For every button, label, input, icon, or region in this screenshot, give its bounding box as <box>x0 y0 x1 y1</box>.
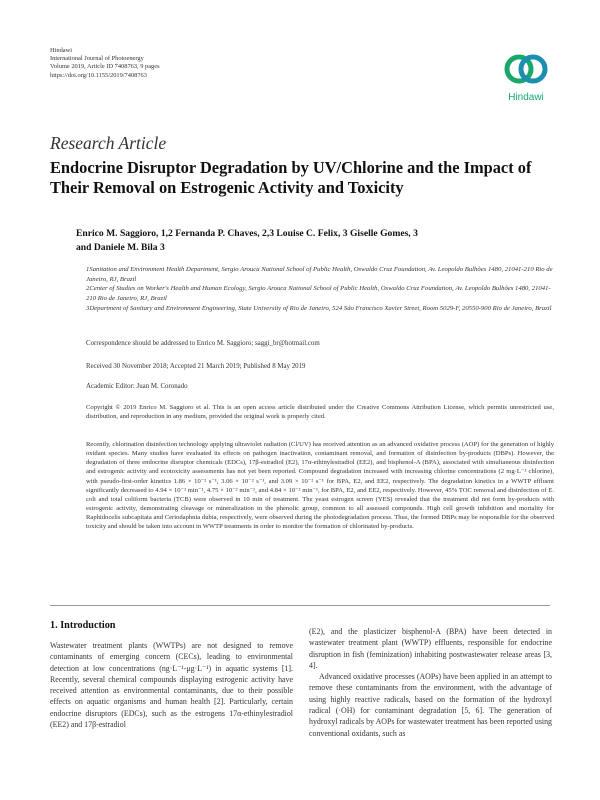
intro-paragraph-2: Advanced oxidative processes (AOPs) have been applied in an attempt to remove these contaminants from the environment, with the advantage of using highly reactive radicals, based on the formation of the hydroxyl radical (·OH) for contaminant degradation [5, 6]. The generation of hydroxyl radicals by AOPs for wastewater treatment has been reported using conventional oxidants, such as <box>309 672 552 738</box>
body-column-left <box>50 640 293 730</box>
doi-link[interactable]: https://doi.org/10.1155/2019/7408763 <box>50 71 147 79</box>
journal-header <box>50 47 160 80</box>
affiliation-3: 3Department of Sanitary and Environment Engineering, State University of Rio de Janeiro, 524 São Francisco Xavier Street, Room 5029-F, 20550-900 Rio de Janeiro, Brazil <box>86 304 552 312</box>
article-type: Research Article <box>50 133 167 153</box>
authors-line-2: and Daniele M. Bila 3 <box>76 242 165 253</box>
authors-line-1 <box>76 227 546 241</box>
section-heading: 1. Introduction <box>50 620 116 631</box>
authors-text-1: Enrico M. Saggioro, 1,2 Fernanda P. Chaves, 2,3 Louise C. Felix, 3 Giselle Gomes, 3 <box>76 228 418 239</box>
correspondence: Correspondence should be addressed to Enrico M. Saggioro; saggi_br@hotmail.com <box>86 340 320 347</box>
article-title: Endocrine Disruptor Degradation by UV/Chlorine and the Impact of Their Removal on Estrogenic Activity and Toxicity <box>50 158 532 197</box>
abstract: Recently, chlorination disinfection technology applying ultraviolet radiation (Cl/UV) has received attention as an advanced oxidative process (AOP) for the generation of highly oxidant species. Many studies have evaluated its effects on pathogen inactivation, contaminant removal, and formation of disinfection by-products (DBPs). However, the degradation of three endocrine disruptor chemicals (EDCs), 17β-estradiol (E2), 17α-ethinylestradiol (EE2), and bisphenol-A (BPA), associated with simultaneous disinfection and estrogenic activity and ecotoxicity assessments has not yet been reported. Compound degradation increased with increasing chlorine concentrations (2 mg·L⁻¹ chlorine), with pseudo-first-order kinetics 1.86 × 10⁻² s⁻¹, 3.06 × 10⁻² s⁻¹, and 3.09 × 10⁻² s⁻¹ for BPA, E2, and EE2, respectively. The degradation kinetics in a WWTP effluent significantly decreased to 4.94 × 10⁻² min⁻¹, 4.75 × 10⁻² min⁻¹, and 4.84 × 10⁻² min⁻¹, for BPA, E2, and EE2, respectively. However, 45% TOC removal and disinfection of E. coli and total coliform bacteria (TCB) were observed in 10 min of treatment. The yeast estrogen screen (YES) revealed that the treatment did not form by-products with estrogenic activity, demonstrating cleavage or mineralization in the phenolic group, common to all assessed compounds. High cell growth inhibition and mortality for Raphidocelis subcapitata and Ceriodaphnia dubia, respectively, were observed during the photodegradation process. Thus, the formed DBPs may be responsible for the observed toxicity and should be taken into account in WWTP treatments in order to monitor the formation of chlorinated by-products. <box>86 441 554 531</box>
dates: Received 30 November 2018; Accepted 21 March 2019; Published 8 May 2019 <box>86 363 306 370</box>
affiliation-2: 2Center of Studies on Worker's Health and Human Ecology, Sergio Arouca National School of Public Health, Oswaldo Cruz Foundation, Av. Leopoldo Bulhões 1480, 21041-210 Rio de Janeiro, RJ, Brazil <box>86 285 551 303</box>
intro-paragraph-1: Wastewater treatment plants (WWTPs) are not designed to remove contaminants of emerging concern (CECs), leading to environmental detection at low concentrations (ng·L⁻¹-μg·L⁻¹) in aquatic systems [1]. Recently, several chemical compounds displaying estrogenic activity have received attention as environmental contaminants, due to their possible effects on aquatic organisms and human health [2]. Particularly, certain endocrine disruptors (EDCs), such as the estrogens 17α-ethinylestradiol (EE2) and 17β-estradiol <box>50 641 293 730</box>
copyright-notice: Copyright © 2019 Enrico M. Saggioro et al. This is an open access article distributed under the Creative Commons Attribution License, which permits unrestricted use, distribution, and reproduction in any medium, provided the original work is properly cited. <box>86 404 554 421</box>
logo-wordmark: Hindawi <box>508 92 544 103</box>
academic-editor: Academic Editor: Juan M. Coronado <box>86 383 188 390</box>
affiliations <box>86 265 556 314</box>
volume-info: Volume 2019, Article ID 7408763, 9 pages <box>50 63 160 71</box>
affiliation-1: 1Sanitation and Environment Health Department, Sergio Arouca National School of Public Health, Oswaldo Cruz Foundation, Av. Leopoldo Bulhões 1480, 21041-210 Rio de Janeiro, RJ, Brazil <box>86 266 553 283</box>
section-divider <box>50 605 550 606</box>
intro-paragraph-1-cont: (E2), and the plasticizer bisphenol-A (BPA) have been detected in wastewater treatment plant (WWTP) effluents, responsible for endocrine disruption in fish (feminization) inhabiting postwastewater release areas [3, 4]. <box>309 627 552 670</box>
body-column-right <box>309 626 552 739</box>
author-list <box>76 227 546 255</box>
publisher-name: Hindawi <box>50 47 73 54</box>
journal-name: International Journal of Photoenergy <box>50 55 144 63</box>
